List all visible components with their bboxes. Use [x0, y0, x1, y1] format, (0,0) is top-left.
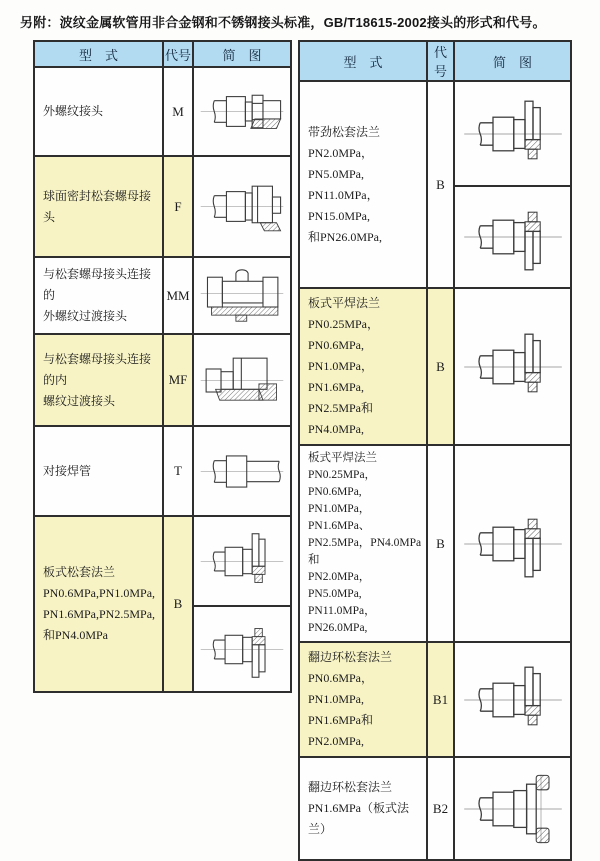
page-title: 另附：波纹金属软管用非合金钢和不锈钢接头标准，GB/T18615-2002接头的形式和代号。: [20, 15, 546, 30]
fitting-code-cell: B1: [427, 642, 454, 757]
fitting-type-line: 和PN26.0MPa,: [308, 229, 383, 244]
fitting-type-line: PN1.6MPa（板式法兰）: [308, 801, 410, 836]
fitting-type-line: PN0.6MPa，PN1.0MPa,: [308, 671, 374, 706]
fitting-type-line: 带劲松套法兰: [308, 124, 381, 139]
fitting-type-line: 与松套螺母接头连接的: [43, 267, 152, 302]
column-header-type: 型 式: [299, 41, 427, 81]
fitting-type-line: 外螺纹接头: [43, 104, 104, 118]
fitting-code-cell: F: [163, 156, 193, 257]
fitting-type-line: 翻边环松套法兰: [308, 650, 393, 664]
adapter-diagram: [198, 350, 286, 411]
fitting-type-line: PN11.0MPa，PN15.0MPa,: [308, 187, 379, 223]
fitting-type-line: 与松套螺母接头连接的内: [43, 351, 152, 387]
fitting-type-cell: [299, 445, 427, 642]
column-header-diagram: 简 图: [193, 41, 291, 67]
flange-up-diagram: [461, 664, 565, 736]
fitting-code-cell: M: [163, 67, 193, 156]
fitting-type-line: 翻边环松套法兰: [308, 780, 393, 794]
table-row: [299, 81, 571, 186]
fitting-type-line: 对接焊管: [43, 463, 92, 478]
fitting-type-line: PN11.0MPa，PN26.0MPa,: [308, 605, 376, 634]
fitting-type-line: PN1.0MPa，PN1.6MPa、: [308, 503, 371, 532]
fitting-code-cell: B: [163, 516, 193, 692]
column-header-type: 型 式: [34, 41, 163, 67]
fitting-code-cell: B: [427, 81, 454, 288]
fitting-type-line: PN2.5MPa，PN4.0MPa和: [308, 537, 422, 566]
fitting-diagram-cell: [193, 334, 291, 426]
fitting-diagram-cell: [454, 757, 571, 860]
fitting-type-line: PN2.0MPa，PN5.0MPa,: [308, 571, 371, 600]
flange-down-diagram: [461, 201, 565, 273]
flange-down-diagram: [198, 619, 286, 680]
header-row: [34, 41, 291, 67]
fitting-diagram-cell: [454, 186, 571, 288]
fitting-type-line: PN0.25MPa，PN0.6MPa,: [308, 317, 380, 352]
table-row: [34, 156, 291, 257]
fitting-diagram-cell: [193, 156, 291, 257]
table-row: [34, 334, 291, 426]
fitting-type-cell: [34, 426, 163, 516]
fitting-table-left: [33, 40, 292, 693]
butt-weld-diagram: [198, 441, 286, 502]
header-row: [299, 41, 571, 81]
fitting-type-line: PN1.6MPa,PN2.5MPa,: [43, 607, 156, 621]
fitting-code-cell: B2: [427, 757, 454, 860]
fitting-type-line: 球面密封松套螺母接头: [43, 188, 152, 224]
fitting-diagram-cell: [193, 426, 291, 516]
flange-down-diagram: [461, 508, 565, 580]
fitting-code-cell: MF: [163, 334, 193, 426]
fitting-diagram-cell: [454, 445, 571, 642]
fitting-type-line: PN2.5MPa和PN4.0MPa,: [308, 401, 374, 436]
fitting-diagram-cell: [193, 516, 291, 606]
fitting-type-line: 板式松套法兰: [43, 565, 116, 579]
fitting-diagram-cell: [454, 81, 571, 186]
fitting-type-cell: [34, 257, 163, 334]
table-row: [299, 445, 571, 642]
flange-up-diagram: [461, 98, 565, 170]
union-nut-diagram: [198, 176, 286, 237]
fitting-type-cell: [34, 156, 163, 257]
fitting-type-cell: [299, 81, 427, 288]
table-row: [34, 426, 291, 516]
fitting-diagram-cell: [454, 288, 571, 445]
flange-up-diagram: [198, 531, 286, 592]
fitting-type-line: 板式平焊法兰: [308, 452, 377, 464]
fitting-diagram-cell: [193, 257, 291, 334]
fitting-diagram-cell: [193, 606, 291, 692]
table-row: [34, 67, 291, 156]
fitting-code-cell: T: [163, 426, 193, 516]
fitting-type-cell: [299, 288, 427, 445]
fitting-type-cell: [34, 516, 163, 692]
fitting-code-cell: B: [427, 288, 454, 445]
fitting-type-line: 螺纹过渡接头: [43, 393, 116, 408]
table-row: [299, 288, 571, 445]
fitting-type-line: 板式平焊法兰: [308, 296, 381, 310]
table-row: [299, 757, 571, 860]
table-row: [34, 516, 291, 606]
flange-collar-diagram: [461, 773, 565, 845]
fitting-type-cell: [34, 334, 163, 426]
nipple-diagram: [198, 265, 286, 326]
male-thread-diagram: [198, 81, 286, 142]
column-header-diagram: 简 图: [454, 41, 571, 81]
fitting-diagram-cell: [193, 67, 291, 156]
fitting-code-cell: MM: [163, 257, 193, 334]
fitting-type-line: PN0.25MPa，PN0.6MPa,: [308, 469, 377, 498]
column-header-code: 代号: [427, 41, 454, 81]
fitting-type-line: 外螺纹过渡接头: [43, 309, 128, 323]
fitting-type-cell: [34, 67, 163, 156]
column-header-code: 代号: [163, 41, 193, 67]
fitting-type-line: PN1.0MPa，PN1.6MPa,: [308, 359, 374, 394]
flange-up-diagram: [461, 331, 565, 403]
fitting-type-line: PN1.6MPa和PN2.0MPa,: [308, 713, 374, 748]
fitting-code-cell: B: [427, 445, 454, 642]
table-row: [34, 257, 291, 334]
fitting-type-cell: [299, 757, 427, 860]
fitting-type-line: PN2.0MPa，PN5.0MPa,: [308, 145, 374, 181]
fitting-type-line: 和PN4.0MPa: [43, 628, 109, 642]
fitting-table-right: [298, 40, 572, 861]
fitting-type-line: PN0.6MPa,PN1.0MPa,: [43, 586, 156, 600]
